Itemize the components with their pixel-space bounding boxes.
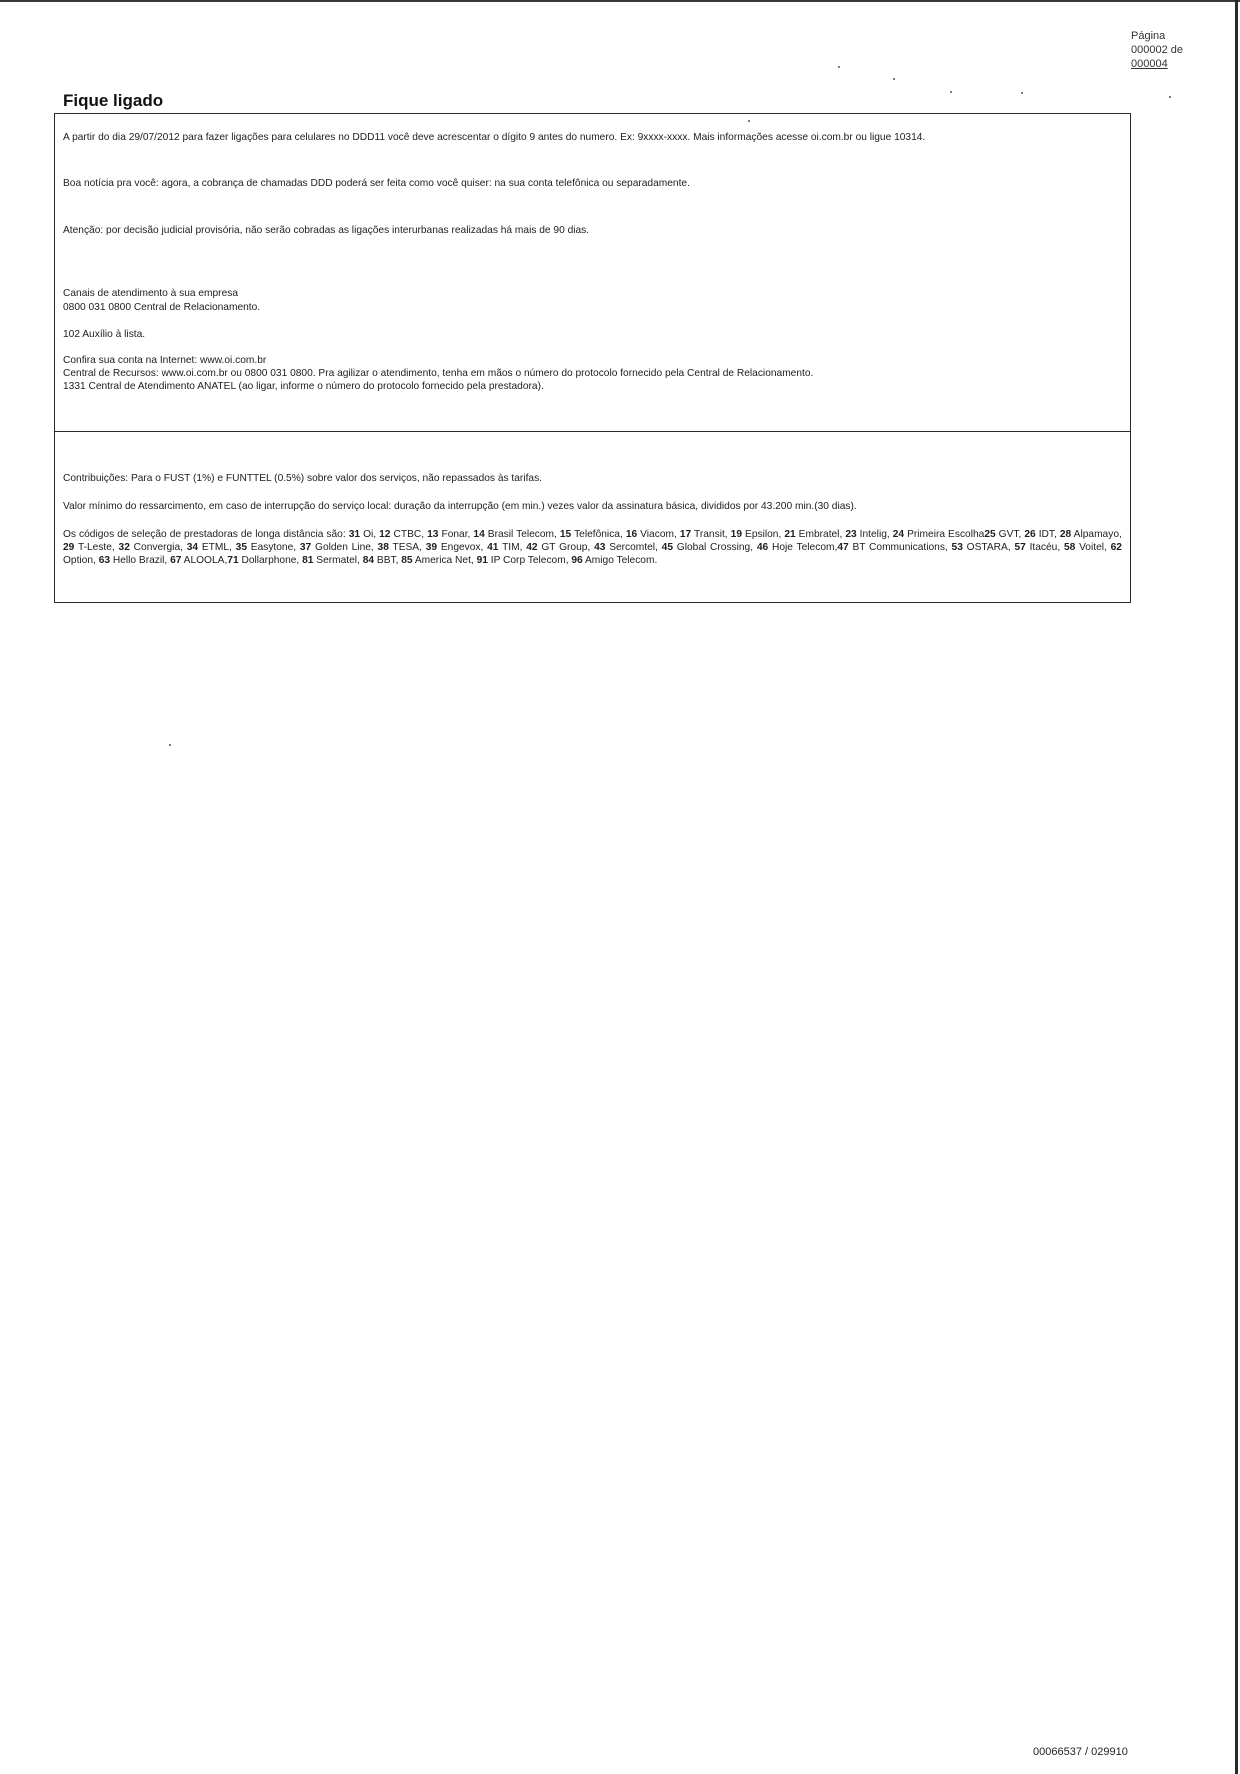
carrier-name: Option	[63, 555, 94, 566]
carrier-code-item	[170, 555, 224, 566]
carrier-code-list: 31 Oi, 12 CTBC, 13 Fonar, 14 Brasil Telecom, 15 Telefônica, 16 Viacom, 17 Transit, 19 Epsilon, 21 Embratel, 23 Intelig, 24 Primeira Escolha25 GVT, 26 IDT, 28 Alpamayo, 29 T-Leste, 32 Convergia, 34 ETML, 35 Easytone, 37 Golden Line, 38 TESA, 39 Engevox, 41 TIM, 42 GT Group, 43 Sercomtel, 45 Global Crossing, 46 Hoje Telecom,47 BT Communications, 53 OSTARA, 57 Itacéu, 58 Voitel, 62 Option, 63 Hello Brazil, 67 ALOOLA,71 Dollarphone, 81 Sermatel, 84 BBT, 85 America Net, 91 IP Corp Telecom, 96 Amigo Telecom.	[63, 529, 1122, 566]
carrier-name: Intelig	[856, 529, 887, 540]
carrier-code: 45	[661, 542, 674, 553]
carrier-name: Convergia	[129, 542, 181, 553]
carrier-code: 41	[487, 542, 499, 553]
carrier-code-item	[626, 529, 674, 540]
carrier-code: 21	[784, 529, 796, 540]
carrier-code-item	[1014, 542, 1057, 553]
carrier-code-item	[731, 529, 779, 540]
carrier-code-item	[187, 542, 229, 553]
carrier-code: 38	[377, 542, 389, 553]
carrier-code-item	[236, 542, 294, 553]
document-reference: 00066537 / 029910	[1033, 1746, 1128, 1758]
carrier-code: 39	[425, 542, 438, 553]
carrier-name: ETML	[198, 542, 230, 553]
notices-box	[54, 113, 1131, 432]
carrier-name: Alpamayo	[1071, 529, 1119, 540]
carrier-name: Itacéu	[1025, 542, 1058, 553]
carrier-name: ALOOLA	[181, 555, 225, 566]
page-number-label: Página	[1131, 30, 1166, 42]
carrier-code: 12	[379, 529, 391, 540]
carrier-code: 28	[1059, 529, 1072, 540]
carrier-name: Fonar	[438, 529, 468, 540]
carrier-name: GVT	[995, 529, 1019, 540]
carrier-code: 37	[299, 542, 312, 553]
contributions-note: Contribuições: Para o FUST (1%) e FUNTTEL (0.5%) sobre valor dos serviços, não repassados às tarifas.	[63, 473, 543, 484]
carrier-code-item	[784, 529, 839, 540]
carrier-code: 35	[235, 542, 247, 553]
carrier-code-item	[594, 542, 655, 553]
relationship-center: 0800 031 0800 Central de Relacionamento.	[63, 302, 261, 313]
carrier-code: 23	[845, 529, 857, 540]
carrier-code-item	[662, 542, 751, 553]
carrier-name: TESA	[388, 542, 420, 553]
carrier-code-item	[427, 529, 467, 540]
carrier-code: 46	[756, 542, 769, 553]
scan-speck	[950, 91, 952, 93]
carrier-code: 62	[1110, 542, 1122, 553]
carrier-code-item	[119, 542, 181, 553]
carrier-name: TIM	[498, 542, 520, 553]
carrier-codes-intro: Os códigos de seleção de prestadoras de longa distância são:	[63, 529, 346, 540]
carrier-code: 13	[427, 529, 439, 540]
channels-heading: Canais de atendimento à sua empresa	[63, 288, 238, 299]
carrier-name: IP Corp Telecom	[487, 555, 566, 566]
carrier-name: BT Communications	[848, 542, 945, 553]
carrier-code-item	[757, 542, 835, 553]
scan-speck	[169, 744, 171, 746]
carrier-name: Sercomtel	[605, 542, 656, 553]
carrier-code-item	[363, 555, 396, 566]
carrier-code-item	[1064, 542, 1104, 553]
page-number	[1131, 29, 1183, 71]
section-title: Fique ligado	[63, 91, 164, 110]
scan-right-edge	[1235, 0, 1238, 1774]
carrier-code-item	[99, 555, 165, 566]
carrier-code-item	[680, 529, 725, 540]
directory-help: 102 Auxílio à lista.	[63, 329, 146, 340]
carrier-name: IDT	[1035, 529, 1055, 540]
carrier-name: Oi	[360, 529, 374, 540]
carrier-name: Viacom	[637, 529, 674, 540]
carrier-code: 71	[227, 555, 239, 566]
carrier-code-item	[349, 529, 374, 540]
carrier-name: Easytone	[247, 542, 294, 553]
carrier-name: Primeira Escolha	[904, 529, 985, 540]
carrier-code: 32	[118, 542, 130, 553]
carrier-name: Epsilon	[742, 529, 779, 540]
carrier-code-item	[1060, 529, 1119, 540]
carrier-name: Hoje Telecom	[768, 542, 835, 553]
carrier-name: Dollarphone	[238, 555, 297, 566]
carrier-name: OSTARA	[962, 542, 1008, 553]
carrier-code: 14	[473, 529, 485, 540]
carrier-name: Voitel	[1075, 542, 1104, 553]
carrier-name: Transit	[691, 529, 725, 540]
carrier-code: 17	[679, 529, 692, 540]
carrier-name: CTBC	[390, 529, 422, 540]
carrier-code: 57	[1014, 542, 1026, 553]
resources-center: Central de Recursos: www.oi.com.br ou 0800 031 0800. Pra agilizar o atendimento, tenha em mãos o número do protocolo fornecido pela Central de Relacionamento.	[63, 368, 814, 379]
carrier-code-item	[560, 529, 620, 540]
carrier-code-item	[984, 529, 1018, 540]
carrier-code-item	[300, 542, 371, 553]
carrier-code: 26	[1024, 529, 1036, 540]
legal-box	[54, 431, 1131, 603]
carrier-code-item	[401, 555, 471, 566]
carrier-name: Amigo Telecom	[582, 555, 655, 566]
carrier-code: 67	[170, 555, 182, 566]
carrier-code: 31	[348, 529, 361, 540]
carrier-code: 58	[1063, 542, 1076, 553]
carrier-name: BBT	[374, 555, 396, 566]
carrier-code-item	[526, 542, 587, 553]
carrier-name: Hello Brazil	[110, 555, 165, 566]
carrier-code: 91	[476, 555, 488, 566]
ddd11-notice: A partir do dia 29/07/2012 para fazer ligações para celulares no DDD11 você deve acrescentar o dígito 9 antes do numero. Ex: 9xxxx-xxxx. Mais informações acesse oi.com.br ou ligue 10314.	[63, 132, 926, 143]
carrier-code: 34	[186, 542, 199, 553]
carrier-name: Embratel	[795, 529, 840, 540]
carrier-code-item	[379, 529, 421, 540]
carrier-name: Telefônica	[571, 529, 620, 540]
carrier-code-item	[952, 542, 1008, 553]
scan-speck	[1021, 92, 1023, 94]
carrier-code-item	[487, 542, 519, 553]
carrier-name: America Net	[412, 555, 471, 566]
anatel-center: 1331 Central de Atendimento ANATEL (ao ligar, informe o número do protocolo fornecido pela prestadora).	[63, 381, 544, 392]
carrier-code-item	[302, 555, 357, 566]
carrier-code-item	[845, 529, 887, 540]
carrier-code: 96	[571, 555, 583, 566]
page-number-current: 000002 de	[1131, 44, 1183, 56]
carrier-code: 47	[837, 542, 849, 553]
scan-speck	[1169, 96, 1171, 98]
carrier-name: Sermatel	[313, 555, 358, 566]
carrier-name: T-Leste	[74, 542, 112, 553]
carrier-code: 43	[594, 542, 606, 553]
carrier-code-item	[477, 555, 566, 566]
online-bill: Confira sua conta na Internet: www.oi.com.br	[63, 355, 267, 366]
carrier-name: Golden Line	[311, 542, 371, 553]
ddd-billing-notice: Boa notícia pra você: agora, a cobrança de chamadas DDD poderá ser feita como você quiser: na sua conta telefônica ou separadamente.	[63, 178, 690, 189]
carrier-code: 19	[730, 529, 742, 540]
scan-speck	[893, 78, 895, 80]
carrier-name: Global Crossing	[673, 542, 751, 553]
carrier-code: 24	[892, 529, 905, 540]
carrier-code: 15	[559, 529, 572, 540]
carrier-code: 53	[951, 542, 963, 553]
carrier-name: Brasil Telecom	[484, 529, 555, 540]
page-number-total: 000004	[1131, 58, 1168, 70]
carrier-name: Engevox	[437, 542, 481, 553]
carrier-code: 63	[98, 555, 111, 566]
carrier-code-item	[426, 542, 481, 553]
carrier-code-item	[63, 542, 112, 553]
carrier-code-item	[837, 542, 945, 553]
carrier-code-item	[571, 555, 654, 566]
judicial-notice: Atenção: por decisão judicial provisória, não serão cobradas as ligações interurbanas realizadas há mais de 90 dias.	[63, 225, 590, 236]
scan-speck	[838, 66, 840, 68]
carrier-code: 84	[362, 555, 375, 566]
carrier-code-item	[1024, 529, 1054, 540]
carrier-code-item	[893, 529, 985, 540]
carrier-code-item	[227, 555, 296, 566]
carrier-code: 81	[302, 555, 314, 566]
carrier-code: 85	[401, 555, 413, 566]
carrier-code: 16	[625, 529, 638, 540]
refund-note: Valor mínimo do ressarcimento, em caso de interrupção do serviço local: duração da interrupção (em min.) vezes valor da assinatura básica, divididos por 43.200 min.(30 dias).	[63, 501, 857, 512]
carrier-code: 29	[63, 542, 75, 553]
carrier-code: 42	[526, 542, 538, 553]
carrier-codes	[63, 528, 1122, 567]
carrier-code: 25	[984, 529, 996, 540]
carrier-name: GT Group	[537, 542, 588, 553]
scan-top-edge	[0, 0, 1240, 2]
carrier-code-item	[473, 529, 554, 540]
carrier-code-item	[378, 542, 420, 553]
